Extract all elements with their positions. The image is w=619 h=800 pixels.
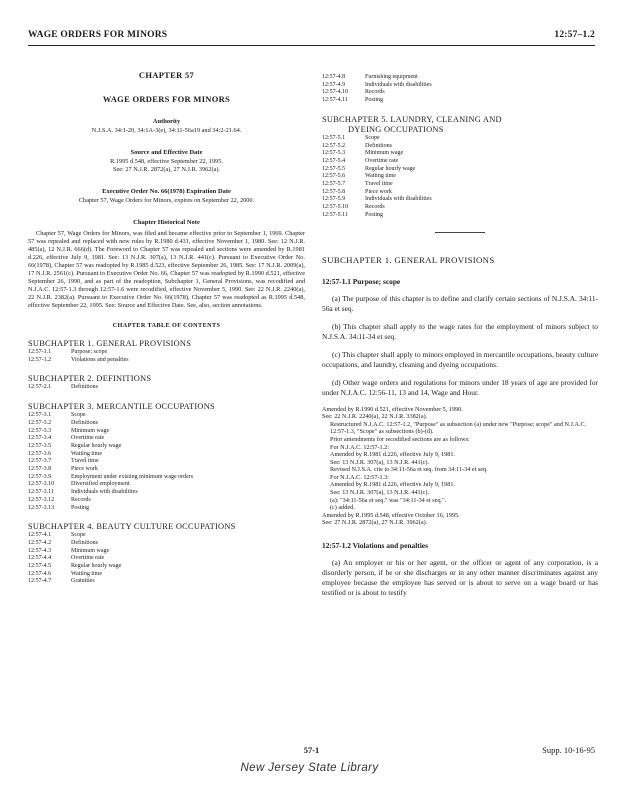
toc-section-title: Posting (365, 97, 384, 104)
toc-subchapter (28, 522, 305, 586)
toc-row (322, 89, 598, 97)
toc-section-number: 12:57-4.3 (28, 547, 52, 554)
toc-section-number: 12:57-4.2 (28, 539, 52, 546)
history-line: (a): "34:11-56a et seq." was "34:11-34 et seq.". (330, 496, 447, 504)
section-heading: 12:57-1.1 Purpose; scope (322, 276, 401, 286)
chapter-number: CHAPTER 57 (138, 70, 195, 80)
toc-section-title: Violations and penalties (71, 356, 129, 363)
toc-section-number: 12:57-3.13 (28, 504, 55, 511)
toc-row (322, 181, 598, 189)
source-line: See: 27 N.J.R. 2872(a), 27 N.J.R. 3962(a). (112, 166, 221, 173)
history-line: See: 27 N.J.R. 2872(a), 27 N.J.R. 3962(a). (322, 519, 428, 527)
toc-section-number: 12:57-3.4 (28, 435, 52, 442)
toc-section-number: 12:57-4.10 (322, 89, 349, 96)
toc-row (28, 548, 305, 556)
history-line: Amended by R.1995 d.548, effective October 16, 1995. (322, 511, 460, 519)
toc-section-title: Posting (365, 211, 384, 218)
toc-section-title: Individuals with disabilities (71, 489, 138, 496)
toc-row (28, 451, 305, 459)
toc-section-number: 12:57-1.2 (28, 356, 52, 363)
toc-section-title: Scope (71, 532, 86, 539)
toc-section-number: 12:57-3.2 (28, 419, 52, 426)
section-heading: 12:57-1.2 Violations and penalties (322, 541, 428, 551)
historical-note-text: Chapter 57, Wage Orders for Minors, was filed and became effective prior to September 1, 1969. Chapter 57 was repealed and replaced with new rules by R.1980 d.431, effective November 1, 1980. See: 12 N.J.R. 485(a), 12 N.J.R. 666(d). The Foreword to Chapter 57 was repealed and sections were amended by R.1981 d.226, effective July 9, 1981. See: 13 N.J.R. 307(a), 13 N.J.R. 441(c). Pursuant to Executive Order No. 66(1978), Chapter 57 was readopted by R.1985 d.523, effective September 26, 1985. See: 17 N.J.R. 2009(a), 17 N.J.R. 2561(c). Pursuant to Executive Order No. 66, Chapter 57 was readopted by R.1990 d.521, effective September 26, 1990, and as part of the readoption, Subchapter 1, General Provisions, was recodified and N.J.A.C. 12:57-1.3 through 12:57-1.6 were recodified, effective November 5, 1990. See: 22 N.J.R. 2240(a), 22 N.J.R. 2382(a). Pursuant to Executive Order No. 66(1978), Chapter 57 was readopted as R.1995 d.548, effective September 22, 1995. See: Source and Effective Date. See, also, section annotations. (28, 230, 305, 309)
toc-row (322, 189, 598, 197)
toc-row (28, 555, 305, 563)
toc-row (28, 563, 305, 571)
history-line: Amended by R.1981 d.226, effective July 9, 1981. (330, 481, 455, 489)
section-paragraph: (a) An employer or his or her agent, or the officer or agent of any corporation, is a disorderly person, if he or she discharges or in any other manner discriminates against any employee because the employee has served or is about to serve on a wage board or has testified or is about to testify (322, 558, 598, 598)
toc-row (322, 173, 598, 181)
toc-section-title: Individuals with disabilities (365, 196, 432, 203)
left-column (28, 58, 305, 586)
authority-text: N.J.S.A. 34:1-20, 34:1A-3(e), 34:11-56a19 and 34:2-21.64. (91, 127, 242, 134)
toc-subchapter-title: SUBCHAPTER 3. MERCANTILE OCCUPATIONS (28, 402, 215, 412)
toc-section-number: 12:57-4.5 (28, 563, 52, 570)
toc-subchapter-title: SUBCHAPTER 4. BEAUTY CULTURE OCCUPATIONS (28, 522, 236, 532)
source-heading: Source and Effective Date (130, 149, 203, 156)
toc-section-title: Overtime rate (365, 157, 399, 164)
history-line: Restructured N.J.A.C. 12:57-1.2, "Purpose" as subsection (a) under new "Purpose; scope" and N.J.A.C. 12:57-1.3, "Scope" as subsections (b)-(d). (330, 420, 587, 436)
supplement-date: Supp. 10-16-95 (542, 745, 595, 755)
header-title: WAGE ORDERS FOR MINORS (28, 30, 168, 40)
toc-row (322, 196, 598, 204)
exec-order-text: Chapter 57, Wage Orders for Minors, expires on September 22, 2000. (78, 197, 255, 204)
toc-row (28, 466, 305, 474)
toc-section-title: Gratuities (71, 578, 95, 585)
toc-row (28, 489, 305, 497)
toc-row (322, 166, 598, 174)
toc-row (28, 505, 305, 513)
toc-section-title: Piece work (365, 188, 392, 195)
library-stamp: New Jersey State Library (240, 762, 379, 774)
authority-heading: Authority (152, 118, 181, 125)
toc-section-number: 12:57-3.1 (28, 412, 52, 419)
toc-section-number: 12:57-5.7 (322, 181, 346, 188)
toc-section-number: 12:57-5.2 (322, 142, 346, 149)
source-line: R.1995 d.548, effective September 22, 1995. (110, 158, 223, 165)
toc-section-title: Regular hourly wage (365, 165, 416, 172)
toc-section-number: 12:57-5.9 (322, 196, 346, 203)
toc-row (28, 384, 305, 392)
toc-section-title: Travel time (365, 181, 393, 188)
toc-row (28, 412, 305, 420)
subchapter-1-heading: SUBCHAPTER 1. GENERAL PROVISIONS (322, 254, 495, 265)
toc-section-number: 12:57-4.11 (322, 97, 348, 104)
toc-section-title: Waiting time (71, 450, 103, 457)
toc-row (322, 82, 598, 90)
toc-row (322, 143, 598, 151)
toc-subchapter-title: SUBCHAPTER 5. LAUNDRY, CLEANING AND (322, 114, 502, 124)
toc-section-title: Waiting time (365, 173, 397, 180)
toc-section-title: Employment under existing minimum wage orders (71, 473, 194, 480)
toc-continued (322, 74, 598, 105)
toc-section-title: Overtime rate (71, 435, 105, 442)
toc-row (28, 349, 305, 357)
toc-section-title: Purpose; scope (71, 349, 108, 355)
toc-section-number: 12:57-3.10 (28, 481, 55, 488)
toc-section-number: 12:57-3.5 (28, 442, 52, 449)
toc-subchapter (322, 115, 598, 220)
page-number: 57-1 (303, 745, 320, 755)
toc-section-number: 12:57-5.1 (322, 134, 346, 141)
history-line: See: 13 N.J.R. 307(a), 13 N.J.R. 441(c). (330, 458, 429, 466)
toc-section-title: Waiting time (71, 570, 103, 577)
toc-section-number: 12:57-5.10 (322, 204, 349, 211)
toc-subchapter-title-cont: DYEING OCCUPATIONS (348, 124, 444, 134)
toc-section-title: Definitions (365, 142, 392, 149)
toc-section-title: Regular hourly wage (71, 442, 122, 449)
toc-section-title: Diversified employment (71, 481, 130, 488)
toc-row (28, 540, 305, 548)
toc-row (28, 420, 305, 428)
section-history-note (322, 406, 598, 528)
toc-heading: CHAPTER TABLE OF CONTENTS (112, 322, 221, 329)
history-line: Amended by R.1990 d.521, effective November 5, 1990. (322, 405, 463, 413)
section-paragraph: (a) The purpose of this chapter is to define and clarify certain sections of N.J.S.A. 34:11-56a et seq. (322, 293, 598, 313)
toc-section-number: 12:57-5.5 (322, 165, 346, 172)
toc-section-title: Records (71, 496, 91, 503)
toc-section-title: Piece work (71, 466, 98, 473)
toc-section-number: 12:57-3.11 (28, 489, 54, 496)
toc-section-title: Overtime rate (71, 555, 105, 562)
toc-row (322, 150, 598, 158)
toc-section-title: Minimum wage (71, 547, 110, 554)
toc-row (322, 158, 598, 166)
toc-row (28, 428, 305, 436)
toc-section-number: 12:57-3.3 (28, 427, 52, 434)
toc-section-number: 12:57-5.11 (322, 211, 348, 218)
toc-section-title: Individuals with disabilities (365, 81, 432, 88)
history-line: Prior amendments for recodified sections are as follows: (330, 435, 470, 443)
history-line: Revised N.J.S.A. cite to 34:11-56a et seq. from 34:11-34 et seq. (330, 466, 488, 474)
toc-section-number: 12:57-2.1 (28, 384, 52, 391)
toc-section-title: Furnishing equipment (365, 74, 418, 80)
toc-section-number: 12:57-4.7 (28, 578, 52, 585)
toc-section-number: 12:57-5.4 (322, 157, 346, 164)
toc-row (28, 474, 305, 482)
history-line: (c) added. (330, 504, 355, 512)
toc-row (28, 481, 305, 489)
history-line: For N.J.A.C. 12:57-1.2: (330, 443, 389, 451)
toc-section-number: 12:57-3.6 (28, 450, 52, 457)
toc-section-number: 12:57-5.3 (322, 150, 346, 157)
toc-section-title: Posting (71, 504, 90, 511)
header-section-range: 12:57–1.2 (554, 30, 595, 40)
toc-subchapter-title: SUBCHAPTER 1. GENERAL PROVISIONS (28, 339, 192, 348)
toc-section-number: 12:57-5.8 (322, 188, 346, 195)
toc-section-title: Regular hourly wage (71, 563, 122, 570)
toc-row (322, 212, 598, 220)
history-line: For N.J.A.C. 12:57-1.3: (330, 473, 389, 481)
historical-note-heading: Chapter Historical Note (133, 219, 200, 226)
toc-row (28, 458, 305, 466)
toc-section-number: 12:57-4.9 (322, 81, 346, 88)
section-divider (435, 232, 485, 233)
toc-section-title: Scope (365, 134, 380, 141)
toc-row (28, 435, 305, 443)
toc-subchapter (28, 339, 305, 364)
toc-row (28, 357, 305, 365)
toc-section-title: Definitions (71, 384, 98, 391)
history-line: Amended by R.1981 d.226, effective July 9, 1981. (330, 451, 455, 459)
section-paragraph: (b) This chapter shall apply to the wage rates for the employment of minors subject to N.J.S.A. 34:11-34 et seq. (322, 321, 598, 341)
toc-section-title: Definitions (71, 419, 98, 426)
toc-section-number: 12:57-1.1 (28, 349, 52, 355)
toc-section-title: Scope (71, 412, 86, 419)
toc-section-number: 12:57-3.7 (28, 458, 52, 465)
toc-section-title: Records (365, 204, 385, 211)
toc-section-number: 12:57-4.8 (322, 74, 346, 80)
toc-row (322, 97, 598, 105)
toc-row (28, 497, 305, 505)
toc-section-number: 12:57-5.6 (322, 173, 346, 180)
history-line: See: 13 N.J.R. 307(a), 13 N.J.R. 441(c). (330, 489, 429, 497)
exec-order-heading: Executive Order No. 66(1978) Expiration Date (102, 188, 231, 195)
toc-subchapter-title: SUBCHAPTER 2. DEFINITIONS (28, 374, 152, 384)
toc-row (28, 578, 305, 586)
toc-row (322, 135, 598, 143)
page-footer (28, 745, 595, 757)
toc-section-title: Minimum wage (365, 150, 404, 157)
toc-section-number: 12:57-4.4 (28, 555, 52, 562)
toc-section-number: 12:57-3.9 (28, 473, 52, 480)
toc-row (28, 571, 305, 579)
toc-section-number: 12:57-4.1 (28, 532, 52, 539)
section-paragraph: (c) This chapter shall apply to minors employed in mercantile occupations, beauty culture occupations, and laundry, cleaning and dyeing occupations. (322, 349, 598, 369)
section-paragraph: (d) Other wage orders and regulations for minors under 18 years of age are provided for under N.J.A.C. 12:56-11, 13 and 14, Wage and Hour. (322, 377, 598, 397)
toc-section-number: 12:57-4.6 (28, 570, 52, 577)
toc-section-title: Records (365, 89, 385, 96)
running-header (28, 30, 595, 44)
toc-section-number: 12:57-3.12 (28, 496, 55, 503)
toc-subchapter (28, 374, 305, 392)
toc-row (322, 204, 598, 212)
chapter-name: WAGE ORDERS FOR MINORS (102, 94, 231, 104)
toc-row (322, 74, 598, 82)
toc-section-title: Definitions (71, 539, 98, 546)
header-rule (28, 45, 595, 46)
toc-section-title: Travel time (71, 458, 99, 465)
right-column (322, 74, 598, 598)
toc-section-number: 12:57-3.8 (28, 466, 52, 473)
toc-subchapter (28, 402, 305, 512)
toc-row (28, 443, 305, 451)
toc-row (28, 532, 305, 540)
toc-section-title: Minimum wage (71, 427, 110, 434)
history-line: See: 22 N.J.R. 2240(a), 22 N.J.R. 3382(a). (322, 413, 428, 421)
